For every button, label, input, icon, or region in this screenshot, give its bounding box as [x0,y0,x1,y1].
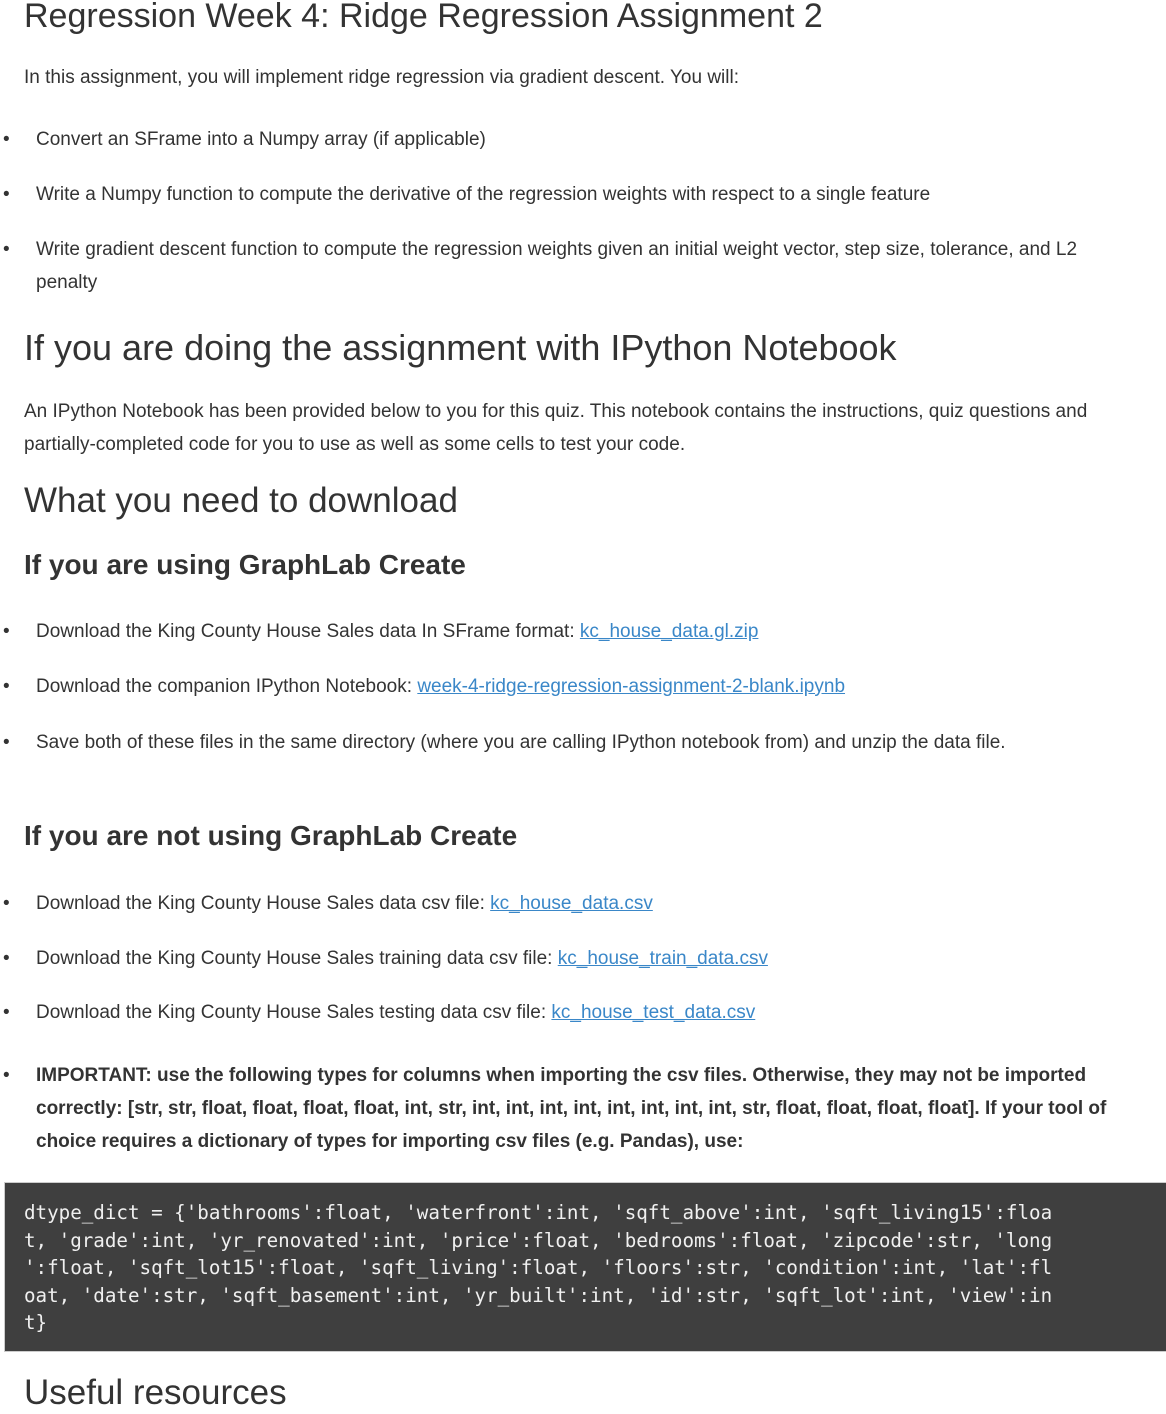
bullet-icon: • [3,129,10,150]
kc-house-data-gl-zip-link[interactable]: kc_house_data.gl.zip [579,621,759,642]
code-line: dtype_dict = {'bathrooms':float, 'waterfront':int, 'sqft_above':int, 'sqft_living15':floa [24,1201,1053,1224]
important-text: IMPORTANT: use the following types for columns when importing the csv files. Otherwise, they may not be imported correctly: [str, str, float, float, float, float, int, str, int, int, int, int, int, int, int, int, str, float, float, float, float]. If your tool of choice requires a dictionary of types for importing csv files (e.g. Pandas), use: [36,1065,1107,1152]
useful-resources-heading: Useful resources [24,1373,287,1412]
page-title: Regression Week 4: Ridge Regression Assignment 2 [24,0,823,35]
item-text: Save both of these files in the same directory (where you are calling IPython notebook from) and unzip the data file. [36,732,1006,753]
important-note [0,1059,1140,1158]
bullet-icon: • [3,1002,10,1023]
item-text: Download the King County House Sales testing data csv file: [36,1002,552,1023]
bullet-icon: • [3,893,10,914]
bullet-icon: • [3,621,10,642]
download-heading: What you need to download [24,481,458,520]
objective-text: Convert an SFrame into a Numpy array (if applicable) [36,129,486,150]
bullet-icon: • [3,184,10,205]
kc-house-test-data-csv-link[interactable]: kc_house_test_data.csv [551,1002,756,1023]
bullet-icon: • [3,948,10,969]
objective-text: Write a Numpy function to compute the derivative of the regression weights with respect to a single feature [36,184,931,205]
dtype-dict-code [5,1183,1166,1337]
item-text: Download the companion IPython Notebook: [36,676,418,697]
ipython-heading: If you are doing the assignment with IPython Notebook [24,327,897,368]
kc-house-train-data-csv-link[interactable]: kc_house_train_data.csv [557,948,768,969]
bullet-icon: • [3,676,10,697]
item-text: Download the King County House Sales data csv file: [36,893,491,914]
list-item [0,887,1140,920]
bullet-icon: • [3,1065,10,1086]
graphlab-heading: If you are using GraphLab Create [24,549,466,580]
bullet-icon: • [3,239,10,260]
ipython-paragraph: An IPython Notebook has been provided below to you for this quiz. This notebook contains the instructions, quiz questions and partially-completed code for you to use as well as some cells to test your code. [24,401,1088,455]
code-line: oat, 'date':str, 'sqft_basement':int, 'yr_built':int, 'id':str, 'sqft_lot':int, 'view':in [24,1283,1053,1307]
list-item [0,670,1140,703]
list-item [0,233,1140,299]
objective-text: Write gradient descent function to compute the regression weights given an initial weight vector, step size, tolerance, and L2 penalty [36,239,1078,293]
list-item [0,123,1140,156]
notebook-download-link[interactable]: week-4-ridge-regression-assignment-2-blank.ipynb [417,676,846,697]
code-line: t, 'grade':int, 'yr_renovated':int, 'price':float, 'bedrooms':float, 'zipcode':str, 'long [24,1228,1053,1252]
item-text: Download the King County House Sales training data csv file: [36,948,558,969]
code-line: ':float, 'sqft_lot15':float, 'sqft_living':float, 'floors':str, 'condition':int, 'lat':fl [24,1256,1053,1279]
list-item [0,726,1140,759]
code-line: t} [24,1311,48,1334]
list-item [0,615,1140,648]
list-item [0,942,1140,975]
list-item [0,178,1140,211]
kc-house-data-csv-link[interactable]: kc_house_data.csv [490,893,653,914]
code-block [4,1182,1166,1352]
no-graphlab-heading: If you are not using GraphLab Create [24,820,518,851]
item-text: Download the King County House Sales data In SFrame format: [36,621,580,642]
intro-paragraph: In this assignment, you will implement ridge regression via gradient descent. You will: [24,67,739,88]
bullet-icon: • [3,732,10,753]
list-item [0,996,1140,1029]
